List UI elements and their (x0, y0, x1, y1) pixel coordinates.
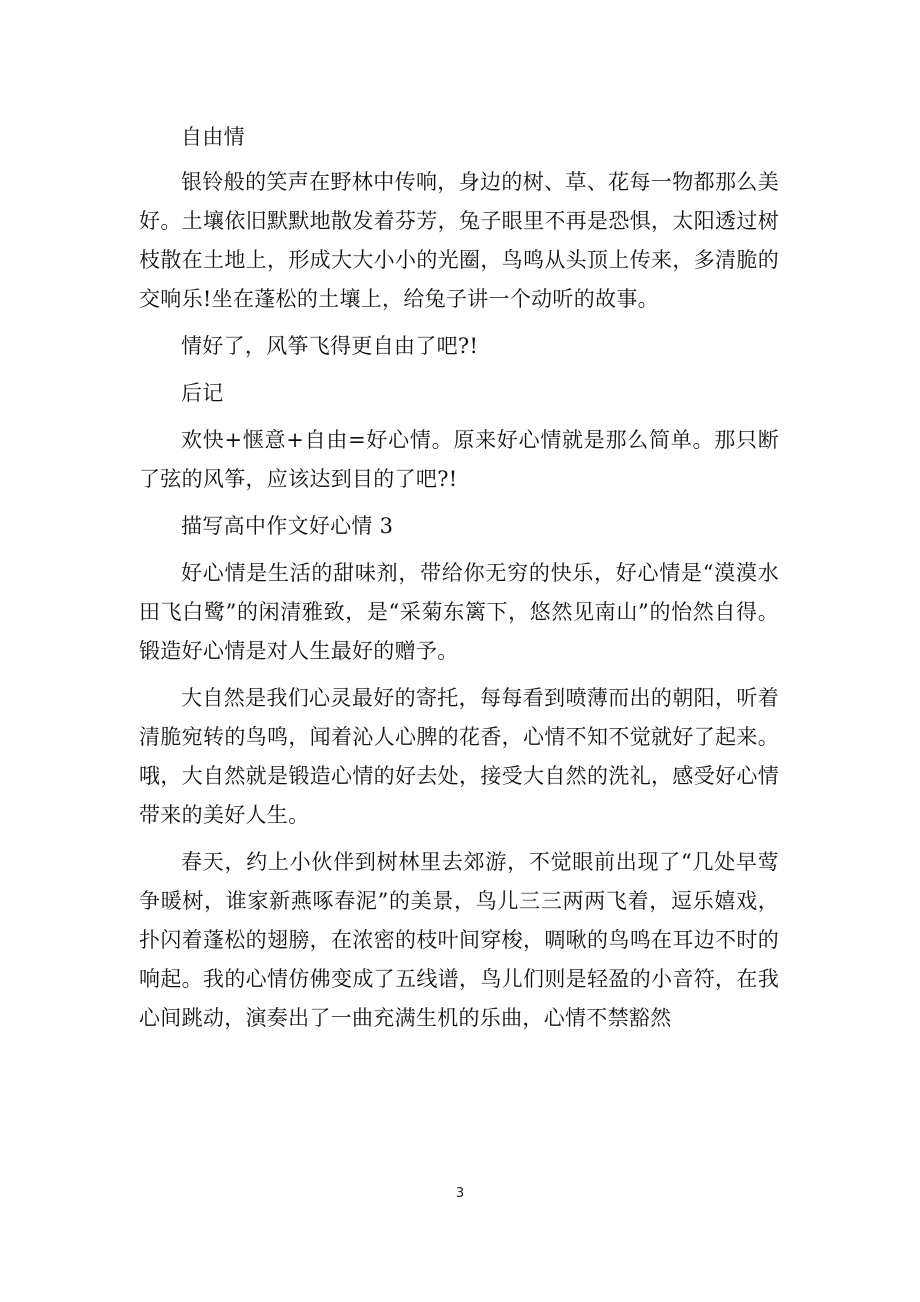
document-body (139, 118, 779, 1038)
section-heading-freedom: 自由情 (181, 125, 245, 149)
paragraph-spring: 春天，约上小伙伴到树林里去郊游，不觉眼前出现了“几处早莺争暖树，谁家新燕啄春泥”的美景，鸟儿三三两两飞着，逗乐嬉戏，扑闪着蓬松的翅膀，在浓密的枝叶间穿梭，啁啾的鸟鸣在耳边不时的响起。我的心情仿佛变成了五线谱，鸟儿们则是轻盈的小音符，在我心间跳动，演奏出了一曲充满生机的乐曲，心情不禁豁然 (139, 850, 779, 1030)
paragraph-kite: 情好了，风筝飞得更自由了吧?! (181, 334, 479, 358)
essay-title: 描写高中作文好心情 3 (181, 514, 394, 538)
paragraph-postscript: 欢快+惬意+自由=好心情。原来好心情就是那么简单。那只断了弦的风筝，应该达到目的了吧?! (139, 428, 779, 491)
paragraph-good-mood-intro: 好心情是生活的甜味剂，带给你无穷的快乐，好心情是“漠漠水田飞白鹭”的闲清雅致，是“采菊东篱下，悠然见南山”的怡然自得。锻造好心情是对人生最好的赠予。 (139, 561, 779, 663)
section-heading-postscript: 后记 (181, 381, 224, 405)
page-number: 3 (455, 1186, 465, 1201)
paragraph-forest: 银铃般的笑声在野林中传响，身边的树、草、花每一物都那么美好。土壤依旧默默地散发着芬芳，兔子眼里不再是恐惧，太阳透过树枝散在土地上，形成大大小小的光圈，鸟鸣从头顶上传来，多清脆的交响乐!坐在蓬松的土壤上，给兔子讲一个动听的故事。 (139, 170, 779, 311)
paragraph-nature: 大自然是我们心灵最好的寄托，每每看到喷薄而出的朝阳，听着清脆宛转的鸟鸣，闻着沁人心脾的花香，心情不知不觉就好了起来。哦，大自然就是锻造心情的好去处，接受大自然的洗礼，感受好心情带来的美好人生。 (139, 686, 779, 827)
